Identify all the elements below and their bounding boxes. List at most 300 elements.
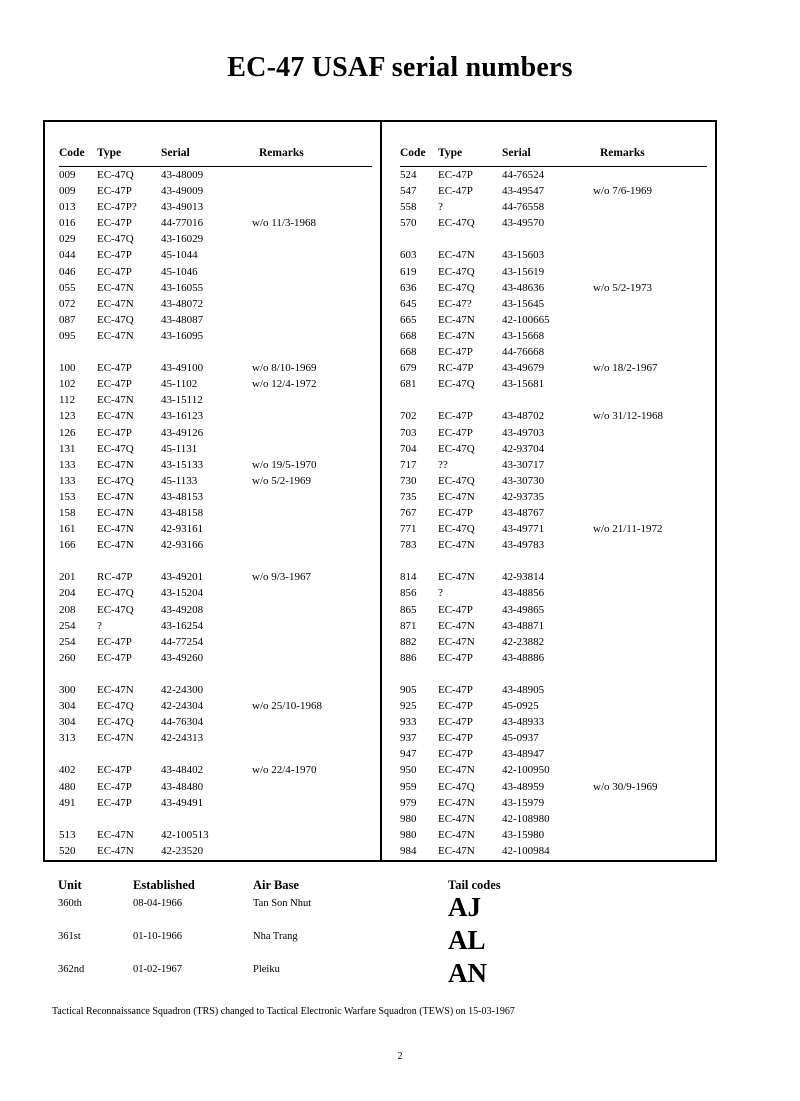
cell-code: 123 — [59, 410, 76, 423]
unit-name: 362nd — [58, 964, 85, 975]
cell-type: EC-47P — [438, 426, 473, 439]
serial-table-left-half — [45, 122, 380, 860]
cell-serial: 43-48087 — [161, 313, 204, 326]
table-row — [59, 362, 372, 378]
cell-code: 886 — [400, 651, 417, 664]
unit-air-base: Pleiku — [253, 964, 280, 975]
table-row — [400, 378, 707, 394]
table-row — [59, 797, 372, 813]
cell-serial: 43-15603 — [502, 249, 545, 262]
table-row — [400, 330, 707, 346]
cell-type: EC-47P — [97, 651, 132, 664]
table-row-spacer — [400, 555, 707, 571]
cell-serial: 43-49013 — [161, 201, 204, 214]
cell-serial: 45-1044 — [161, 249, 198, 262]
cell-serial: 43-48153 — [161, 490, 204, 503]
table-row — [59, 587, 372, 603]
table-row — [59, 459, 372, 475]
cell-serial: 43-30730 — [502, 474, 545, 487]
cell-serial: 42-100950 — [502, 764, 550, 777]
table-row — [400, 217, 707, 233]
cell-type: EC-47P — [438, 185, 473, 198]
header-code: Code — [400, 147, 426, 159]
cell-code: 254 — [59, 635, 76, 648]
table-row — [59, 201, 372, 217]
cell-type: EC-47N — [97, 394, 134, 407]
cell-serial: 43-16123 — [161, 410, 204, 423]
cell-code: 783 — [400, 539, 417, 552]
cell-serial: 42-93735 — [502, 490, 545, 503]
cell-serial: 43-49771 — [502, 523, 545, 536]
cell-code: 668 — [400, 329, 417, 342]
table-row — [400, 362, 707, 378]
table-row — [59, 539, 372, 555]
cell-code: 304 — [59, 716, 76, 729]
table-row — [59, 764, 372, 780]
cell-serial: 45-1102 — [161, 378, 198, 391]
cell-serial: 42-100984 — [502, 844, 550, 857]
cell-type: EC-47P — [97, 217, 132, 230]
cell-type: EC-47N — [438, 828, 475, 841]
cell-code: 016 — [59, 217, 76, 230]
table-row — [400, 764, 707, 780]
cell-serial: 42-24300 — [161, 684, 204, 696]
cell-type: EC-47N — [97, 523, 134, 536]
footnote: Tactical Reconnaissance Squadron (TRS) changed to Tactical Electronic Warfare Squadron (TEWS) on 15-03-1967 — [52, 1006, 515, 1017]
cell-type: EC-47Q — [438, 442, 475, 455]
table-row — [59, 378, 372, 394]
cell-code: 959 — [400, 780, 417, 793]
table-row — [59, 700, 372, 716]
cell-serial: 42-23520 — [161, 844, 204, 857]
table-row — [59, 427, 372, 443]
cell-serial: 42-100665 — [502, 313, 550, 326]
cell-remarks: w/o 21/11-1972 — [593, 523, 663, 536]
cell-code: 204 — [59, 587, 76, 600]
cell-serial: 45-0937 — [502, 732, 539, 745]
cell-type: EC-47N — [438, 619, 475, 632]
cell-type: EC-47P — [97, 185, 132, 198]
cell-serial: 43-49865 — [502, 603, 545, 616]
cell-serial: 43-48402 — [161, 764, 204, 777]
table-row — [59, 298, 372, 314]
cell-code: 480 — [59, 780, 76, 793]
table-row — [400, 845, 707, 861]
cell-code: 735 — [400, 490, 417, 503]
cell-type: EC-47N — [97, 828, 134, 841]
cell-remarks: w/o 19/5-1970 — [252, 458, 317, 471]
cell-type: RC-47P — [97, 571, 133, 584]
cell-code: 254 — [59, 619, 76, 632]
cell-serial: 45-1133 — [161, 474, 198, 487]
cell-serial: 43-15133 — [161, 458, 204, 471]
cell-serial: 44-77016 — [161, 217, 204, 230]
unit-table — [43, 878, 743, 997]
unit-tail-code: AL — [448, 925, 486, 955]
cell-code: 979 — [400, 796, 417, 809]
table-row — [400, 813, 707, 829]
cell-type: EC-47N — [97, 410, 134, 423]
table-row — [400, 298, 707, 314]
cell-code: 126 — [59, 426, 76, 439]
unit-table-headers — [43, 878, 743, 898]
cell-remarks: w/o 12/4-1972 — [252, 378, 317, 391]
cell-code: 304 — [59, 700, 76, 713]
table-row — [59, 330, 372, 346]
cell-code: 102 — [59, 378, 76, 391]
cell-code: 980 — [400, 812, 417, 825]
table-row — [400, 604, 707, 620]
table-row — [400, 491, 707, 507]
left-column-rows — [59, 169, 372, 861]
cell-type: ? — [438, 587, 443, 600]
cell-code: 161 — [59, 523, 76, 536]
cell-type: EC-47P — [97, 635, 132, 648]
table-row — [59, 829, 372, 845]
table-row — [59, 443, 372, 459]
cell-serial: 43-49570 — [502, 217, 545, 230]
table-row — [59, 266, 372, 282]
table-row — [59, 314, 372, 330]
table-row-spacer — [59, 668, 372, 684]
cell-serial: 43-48072 — [161, 297, 204, 310]
cell-code: 645 — [400, 297, 417, 310]
cell-code: 313 — [59, 732, 76, 745]
cell-code: 166 — [59, 539, 76, 552]
table-row — [400, 427, 707, 443]
right-column-rows — [400, 169, 707, 861]
cell-serial: 43-48636 — [502, 281, 545, 294]
cell-code: 558 — [400, 201, 417, 214]
cell-code: 925 — [400, 700, 417, 713]
cell-serial: 42-24304 — [161, 700, 204, 713]
table-row — [59, 249, 372, 265]
table-row — [400, 700, 707, 716]
cell-code: 937 — [400, 732, 417, 745]
cell-code: 619 — [400, 265, 417, 278]
table-row — [59, 636, 372, 652]
cell-code: 871 — [400, 619, 417, 632]
cell-code: 513 — [59, 828, 76, 841]
table-row-spacer — [400, 394, 707, 410]
cell-type: ? — [97, 619, 102, 632]
cell-code: 491 — [59, 796, 76, 809]
cell-serial: 43-49260 — [161, 651, 204, 664]
cell-type: EC-47Q — [97, 700, 134, 713]
cell-code: 260 — [59, 651, 76, 664]
unit-established-date: 01-10-1966 — [133, 931, 182, 942]
table-row — [59, 604, 372, 620]
cell-type: EC-47P — [97, 265, 132, 278]
cell-code: 520 — [59, 844, 76, 857]
header-remarks: Remarks — [259, 147, 304, 159]
table-row — [400, 266, 707, 282]
cell-type: EC-47N — [438, 764, 475, 777]
table-row — [59, 781, 372, 797]
cell-code: 980 — [400, 828, 417, 841]
table-row — [59, 523, 372, 539]
table-row — [400, 620, 707, 636]
cell-remarks: w/o 9/3-1967 — [252, 571, 311, 584]
cell-serial: 44-76304 — [161, 716, 204, 729]
cell-code: 933 — [400, 716, 417, 729]
cell-remarks: w/o 5/2-1973 — [593, 281, 652, 294]
cell-code: 702 — [400, 410, 417, 423]
table-row — [400, 652, 707, 668]
table-row — [59, 233, 372, 249]
cell-code: 133 — [59, 474, 76, 487]
cell-type: EC-47P — [97, 780, 132, 793]
header-air-base: Air Base — [253, 878, 299, 892]
cell-type: EC-47P — [97, 796, 132, 809]
header-serial: Serial — [502, 147, 531, 159]
cell-code: 208 — [59, 603, 76, 616]
cell-code: 905 — [400, 684, 417, 696]
cell-code: 668 — [400, 346, 417, 359]
cell-code: 009 — [59, 169, 76, 181]
cell-type: EC-47P — [438, 651, 473, 664]
table-row — [400, 443, 707, 459]
cell-code: 087 — [59, 313, 76, 326]
cell-type: EC-47N — [438, 313, 475, 326]
table-row — [59, 394, 372, 410]
cell-serial: 43-49201 — [161, 571, 204, 584]
cell-serial: 44-76558 — [502, 201, 545, 214]
cell-code: 636 — [400, 281, 417, 294]
cell-serial: 45-1046 — [161, 265, 198, 278]
cell-serial: 43-48959 — [502, 780, 545, 793]
cell-serial: 43-49208 — [161, 603, 204, 616]
cell-serial: 43-48856 — [502, 587, 545, 600]
table-row-spacer — [400, 233, 707, 249]
cell-serial: 42-93161 — [161, 523, 204, 536]
cell-remarks: w/o 7/6-1969 — [593, 185, 652, 198]
table-row — [59, 652, 372, 668]
cell-code: 547 — [400, 185, 417, 198]
cell-serial: 43-15619 — [502, 265, 545, 278]
table-row — [59, 684, 372, 700]
table-row — [59, 185, 372, 201]
cell-code: 665 — [400, 313, 417, 326]
table-row-spacer — [59, 813, 372, 829]
cell-serial: 43-16055 — [161, 281, 204, 294]
cell-code: 055 — [59, 281, 76, 294]
cell-code: 570 — [400, 217, 417, 230]
unit-established-date: 08-04-1966 — [133, 898, 182, 909]
header-remarks: Remarks — [600, 147, 645, 159]
cell-serial: 43-49703 — [502, 426, 545, 439]
cell-type: ?? — [438, 458, 448, 471]
cell-code: 402 — [59, 764, 76, 777]
table-row — [400, 636, 707, 652]
cell-type: EC-47N — [97, 297, 134, 310]
cell-code: 814 — [400, 571, 417, 584]
cell-code: 856 — [400, 587, 417, 600]
left-column-headers — [59, 122, 372, 167]
table-row — [400, 169, 707, 185]
table-row — [400, 716, 707, 732]
cell-type: EC-47N — [438, 844, 475, 857]
table-row — [59, 475, 372, 491]
table-row — [400, 507, 707, 523]
cell-type: EC-47Q — [438, 265, 475, 278]
cell-code: 013 — [59, 201, 76, 214]
cell-type: EC-47N — [97, 684, 134, 696]
cell-type: EC-47P — [438, 716, 473, 729]
cell-type: EC-47Q — [97, 474, 134, 487]
cell-code: 950 — [400, 764, 417, 777]
cell-type: EC-47Q — [438, 474, 475, 487]
cell-serial: 43-48767 — [502, 506, 545, 519]
cell-serial: 43-48009 — [161, 169, 204, 181]
table-row — [400, 249, 707, 265]
cell-type: EC-47P — [438, 346, 473, 359]
cell-type: EC-47N — [438, 539, 475, 552]
cell-serial: 42-24313 — [161, 732, 204, 745]
page-number: 2 — [397, 1051, 403, 1062]
cell-type: EC-47? — [438, 297, 472, 310]
cell-serial: 42-93704 — [502, 442, 545, 455]
cell-serial: 43-49009 — [161, 185, 204, 198]
cell-code: 095 — [59, 329, 76, 342]
cell-type: EC-47P — [438, 700, 473, 713]
page-title: EC-47 USAF serial numbers — [227, 52, 573, 83]
table-row-spacer — [59, 555, 372, 571]
table-row — [400, 523, 707, 539]
header-serial: Serial — [161, 147, 190, 159]
table-row — [400, 539, 707, 555]
unit-air-base: Nha Trang — [253, 931, 298, 942]
table-row — [59, 620, 372, 636]
table-row — [59, 491, 372, 507]
cell-type: EC-47P — [97, 426, 132, 439]
header-tail-codes: Tail codes — [448, 878, 501, 892]
cell-serial: 43-49491 — [161, 796, 204, 809]
table-row — [400, 459, 707, 475]
cell-type: EC-47Q — [97, 603, 134, 616]
cell-type: EC-47Q — [438, 281, 475, 294]
cell-serial: 42-100513 — [161, 828, 209, 841]
cell-type: EC-47P — [438, 732, 473, 745]
cell-serial: 43-16095 — [161, 329, 204, 342]
cell-code: 603 — [400, 249, 417, 262]
cell-serial: 43-49783 — [502, 539, 545, 552]
cell-serial: 44-76524 — [502, 169, 545, 181]
cell-serial: 45-0925 — [502, 700, 539, 713]
cell-code: 046 — [59, 265, 76, 278]
cell-type: EC-47N — [97, 329, 134, 342]
header-unit: Unit — [58, 878, 82, 892]
cell-type: EC-47N — [438, 490, 475, 503]
cell-serial: 43-49679 — [502, 362, 545, 375]
table-row — [59, 410, 372, 426]
cell-type: RC-47P — [438, 362, 474, 375]
cell-code: 703 — [400, 426, 417, 439]
cell-type: EC-47P — [97, 362, 132, 375]
cell-code: 730 — [400, 474, 417, 487]
cell-serial: 43-48947 — [502, 748, 545, 761]
table-row — [59, 217, 372, 233]
cell-type: EC-47Q — [438, 217, 475, 230]
cell-serial: 43-15204 — [161, 587, 204, 600]
table-row — [400, 781, 707, 797]
table-row-spacer — [59, 346, 372, 362]
cell-type: EC-47P — [438, 506, 473, 519]
table-row-spacer — [59, 748, 372, 764]
cell-remarks: w/o 22/4-1970 — [252, 764, 317, 777]
cell-serial: 42-93166 — [161, 539, 204, 552]
cell-type: EC-47Q — [97, 716, 134, 729]
cell-serial: 43-15645 — [502, 297, 545, 310]
cell-type: EC-47Q — [438, 780, 475, 793]
cell-serial: 43-15681 — [502, 378, 545, 391]
cell-type: EC-47P — [438, 410, 473, 423]
cell-type: EC-47N — [97, 732, 134, 745]
cell-code: 029 — [59, 233, 76, 246]
unit-established-date: 01-02-1967 — [133, 964, 182, 975]
table-row — [59, 845, 372, 861]
cell-serial: 43-16254 — [161, 619, 204, 632]
cell-code: 100 — [59, 362, 76, 375]
cell-type: EC-47N — [97, 539, 134, 552]
unit-name: 361st — [58, 931, 81, 942]
serial-number-table — [43, 120, 717, 862]
table-row — [59, 169, 372, 185]
unit-air-base: Tan Son Nhut — [253, 898, 312, 909]
cell-type: EC-47Q — [97, 233, 134, 246]
cell-serial: 43-48933 — [502, 716, 545, 729]
header-code: Code — [59, 147, 85, 159]
cell-type: EC-47N — [97, 844, 134, 857]
cell-type: EC-47N — [438, 812, 475, 825]
cell-serial: 42-93814 — [502, 571, 545, 584]
cell-code: 704 — [400, 442, 417, 455]
cell-serial: 43-16029 — [161, 233, 204, 246]
cell-code: 681 — [400, 378, 417, 391]
cell-type: EC-47Q — [97, 313, 134, 326]
cell-serial: 43-15980 — [502, 828, 545, 841]
header-type: Type — [438, 147, 463, 159]
table-row — [400, 748, 707, 764]
cell-type: EC-47Q — [97, 587, 134, 600]
cell-code: 300 — [59, 684, 76, 696]
cell-type: EC-47N — [438, 571, 475, 584]
cell-remarks: w/o 18/2-1967 — [593, 362, 658, 375]
cell-code: 882 — [400, 635, 417, 648]
unit-table-rows — [43, 892, 743, 997]
cell-code: 131 — [59, 442, 76, 455]
cell-type: EC-47P — [97, 764, 132, 777]
cell-code: 865 — [400, 603, 417, 616]
table-row — [400, 829, 707, 845]
table-row — [400, 201, 707, 217]
cell-serial: 43-48905 — [502, 684, 545, 696]
table-row-spacer — [400, 668, 707, 684]
table-row — [400, 684, 707, 700]
cell-type: EC-47P? — [97, 201, 137, 214]
table-row — [400, 571, 707, 587]
cell-serial: 44-77254 — [161, 635, 204, 648]
unit-row — [43, 958, 743, 997]
cell-serial: 43-48158 — [161, 506, 204, 519]
cell-type: EC-47N — [438, 329, 475, 342]
table-row — [400, 282, 707, 298]
cell-serial: 43-48871 — [502, 619, 545, 632]
cell-type: EC-47Q — [97, 169, 134, 181]
table-row — [59, 716, 372, 732]
cell-serial: 43-15112 — [161, 394, 203, 407]
cell-type: EC-47P — [438, 684, 473, 696]
